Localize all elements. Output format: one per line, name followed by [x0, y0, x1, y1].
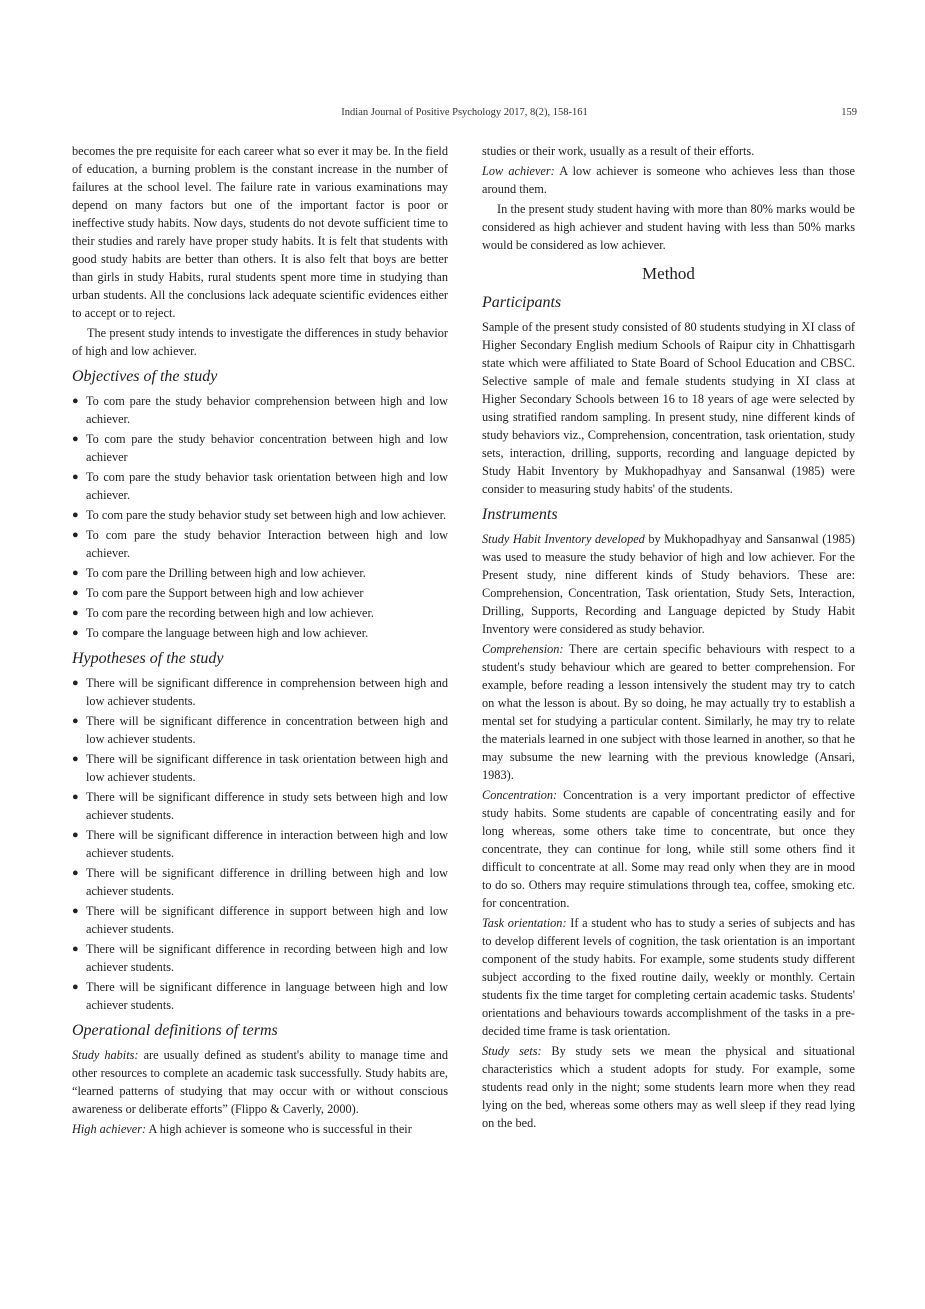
list-item	[72, 526, 448, 562]
definition-text: Concentration is a very important predictor of effective study habits. Some students are capable of concentrating easily and for long whereas, some others take time to concentrate, but once they concentrate, they can continue for long, while still some others find it difficult to concentrate at all. Some may read only when they are in mood to do so. Others may require stimulations through tea, coffee, smoking etc. for concentration.	[482, 788, 855, 910]
hypotheses-list	[72, 674, 448, 1014]
list-item-text: There will be significant difference in concentration between high and low achiever students.	[86, 714, 448, 746]
list-item	[72, 674, 448, 710]
bullet-icon: ●	[72, 395, 79, 407]
page-header	[72, 107, 857, 123]
list-item-text: To com pare the recording between high and low achiever.	[86, 606, 375, 620]
list-item	[72, 940, 448, 976]
list-item	[72, 392, 448, 428]
definition-text: By study sets we mean the physical and situational characteristics which a student adopts for study. For example, some students read only in the night; some students learn more when they read lying on the bed, whereas some others may as well sleep if they read lying on the bed.	[482, 1044, 855, 1130]
list-item	[72, 750, 448, 786]
list-item-text: There will be significant difference in recording between high and low achiever students.	[86, 942, 448, 974]
list-item	[72, 430, 448, 466]
list-item	[72, 902, 448, 938]
list-item	[72, 584, 448, 602]
list-item	[72, 712, 448, 748]
instruments-heading: Instruments	[482, 506, 558, 523]
term-label: Study Habit Inventory developed	[482, 532, 645, 546]
bullet-icon: ●	[72, 587, 79, 599]
list-item-text: There will be significant difference in comprehension between high and low achiever students.	[86, 676, 448, 708]
bullet-icon: ●	[72, 529, 79, 541]
comprehension-paragraph	[482, 640, 855, 784]
list-item	[72, 864, 448, 900]
list-item	[72, 506, 448, 524]
term-label: Study sets:	[482, 1044, 542, 1058]
definitions-heading: Operational definitions of terms	[72, 1022, 278, 1039]
term-label: High achiever:	[72, 1122, 147, 1136]
list-item-text: To compare the language between high and low achiever.	[86, 626, 369, 640]
bullet-icon: ●	[72, 509, 79, 521]
bullet-icon: ●	[72, 905, 79, 917]
instruments-paragraph	[482, 530, 855, 638]
definition-text: There are certain specific behaviours with respect to a student's study behaviour which are geared to better comprehension. For example, before reading a lesson intensively the student may try to catch on what the lesson is about. By so doing, he may actually try to establish a mental set for studying a particular content. Similarly, he may try to relate the materials learned in one subject with those learned in another, so that he may subsume the new learning with the previous knowledge (Ansari, 1983).	[482, 642, 855, 782]
bullet-icon: ●	[72, 567, 79, 579]
study-sets-paragraph	[482, 1042, 855, 1132]
definition-text: A low achiever is someone who achieves less than those around them.	[482, 164, 855, 196]
list-item-text: There will be significant difference in interaction between high and low achiever students.	[86, 828, 448, 860]
participants-heading: Participants	[482, 294, 562, 311]
list-item	[72, 978, 448, 1014]
bullet-icon: ●	[72, 607, 79, 619]
high-achiever-definition	[72, 1120, 448, 1138]
objectives-list	[72, 392, 448, 642]
list-item-text: There will be significant difference in support between high and low achiever students.	[86, 904, 448, 936]
bullet-icon: ●	[72, 677, 79, 689]
list-item-text: To com pare the study behavior study set between high and low achiever.	[86, 508, 447, 522]
list-item-text: To com pare the Support between high and low achiever	[86, 586, 364, 600]
definition-text: by Mukhopadhyay and Sansanwal (1985) was used to measure the study behavior of high and low achiever. For the Present study, nine different kinds of Study behaviors. These are: Comprehension, Concentration, Task orientation, Study Sets, Interaction, Drilling, Supports, Recording and Language depicted by Study Habit Inventory were considered as study behavior.	[482, 532, 855, 636]
bullet-icon: ●	[72, 433, 79, 445]
term-label: Concentration:	[482, 788, 558, 802]
right-column	[482, 142, 855, 1134]
criteria-paragraph: In the present study student having with more than 80% marks would be considered as high achiever and student having with less than 50% marks would be considered as low achiever.	[482, 202, 855, 252]
method-heading: Method	[642, 264, 695, 283]
list-item	[72, 564, 448, 582]
bullet-icon: ●	[72, 753, 79, 765]
bullet-icon: ●	[72, 715, 79, 727]
task-orientation-paragraph	[482, 914, 855, 1040]
list-item	[72, 624, 448, 642]
objectives-heading: Objectives of the study	[72, 368, 218, 385]
bullet-icon: ●	[72, 471, 79, 483]
term-label: Comprehension:	[482, 642, 564, 656]
list-item	[72, 468, 448, 504]
definition-text: A high achiever is someone who is successful in their	[146, 1122, 412, 1136]
list-item	[72, 826, 448, 862]
list-item-text: To com pare the study behavior Interaction between high and low achiever.	[86, 528, 448, 560]
bullet-icon: ●	[72, 943, 79, 955]
definition-text: are usually defined as student's ability to manage time and other resources to complete an academic task successfully. Study habits are, “learned patterns of studying that may occur with or without conscious awareness or deliberate efforts” (Flippo & Caverly, 2000).	[72, 1048, 448, 1116]
continued-text: studies or their work, usually as a result of their efforts.	[482, 144, 755, 158]
list-item-text: To com pare the study behavior comprehension between high and low achiever.	[86, 394, 448, 426]
intro-paragraph: becomes the pre requisite for each career what so ever it may be. In the field of education, a burning problem is the constant increase in the number of failures at the school level. The failure rate in various examinations may depend on many factors but one of the important factor is poor or ineffective study habits. Now days, students do not devote sufficient time to their studies and rarely have proper study habits. It is felt that students with good study habits are better than others. It is also felt that boys are better than girls in study Habits, rural students spent more time in studying than urban students. All the conclusions lack adequate scientific evidences either to accept or to reject.	[72, 144, 448, 320]
definition-text: If a student who has to study a series of subjects and has to develop different levels of cognition, the task orientation is an important component of the study habits. For example, some students study different subject according to the fixed routine daily, weekly or monthly. Certain students fix the time target for completing certain academic tasks. Students' orientations and behaviours towards accomplishment of the tasks in a pre-decided time frame is task orientation.	[482, 916, 855, 1038]
list-item	[72, 604, 448, 622]
low-achiever-definition	[482, 162, 855, 198]
term-label: Task orientation:	[482, 916, 567, 930]
term-label: Study habits:	[72, 1048, 139, 1062]
term-label: Low achiever:	[482, 164, 555, 178]
bullet-icon: ●	[72, 627, 79, 639]
bullet-icon: ●	[72, 791, 79, 803]
page-number: 159	[841, 107, 857, 118]
list-item-text: To com pare the study behavior task orientation between high and low achiever.	[86, 470, 448, 502]
list-item-text: There will be significant difference in task orientation between high and low achiever students.	[86, 752, 448, 784]
participants-paragraph: Sample of the present study consisted of 80 students studying in XI class of Higher Secondary English medium Schools of Raipur city in Chhattisgarh state which were affiliated to State Board of School Education and CBSC. Selective sample of male and female students studying in XI class at Higher Secondary Schools between 16 to 18 years of age were selected by using stratified random sampling. In present study, nine different kinds of study behaviors viz., Comprehension, concentration, task orientation, study sets, interaction, drilling, supports, recording and language depicted by Study Habit Inventory by Mukhopadhyay and Sansanwal (1985) were consider to measuring study habits' of the students.	[482, 320, 855, 496]
study-habits-definition	[72, 1046, 448, 1118]
list-item-text: There will be significant difference in drilling between high and low achiever students.	[86, 866, 448, 898]
list-item-text: There will be significant difference in language between high and low achiever students.	[86, 980, 448, 1012]
list-item	[72, 788, 448, 824]
bullet-icon: ●	[72, 867, 79, 879]
list-item-text: To com pare the study behavior concentration between high and low achiever	[86, 432, 448, 464]
bullet-icon: ●	[72, 981, 79, 993]
list-item-text: To com pare the Drilling between high and low achiever.	[86, 566, 366, 580]
list-item-text: There will be significant difference in study sets between high and low achiever students.	[86, 790, 448, 822]
left-column	[72, 142, 448, 1140]
journal-citation: Indian Journal of Positive Psychology 2017, 8(2), 158-161	[341, 107, 588, 118]
bullet-icon: ●	[72, 829, 79, 841]
intro-paragraph-2: The present study intends to investigate the differences in study behavior of high and low achiever.	[72, 326, 448, 358]
concentration-paragraph	[482, 786, 855, 912]
hypotheses-heading: Hypotheses of the study	[72, 650, 224, 667]
